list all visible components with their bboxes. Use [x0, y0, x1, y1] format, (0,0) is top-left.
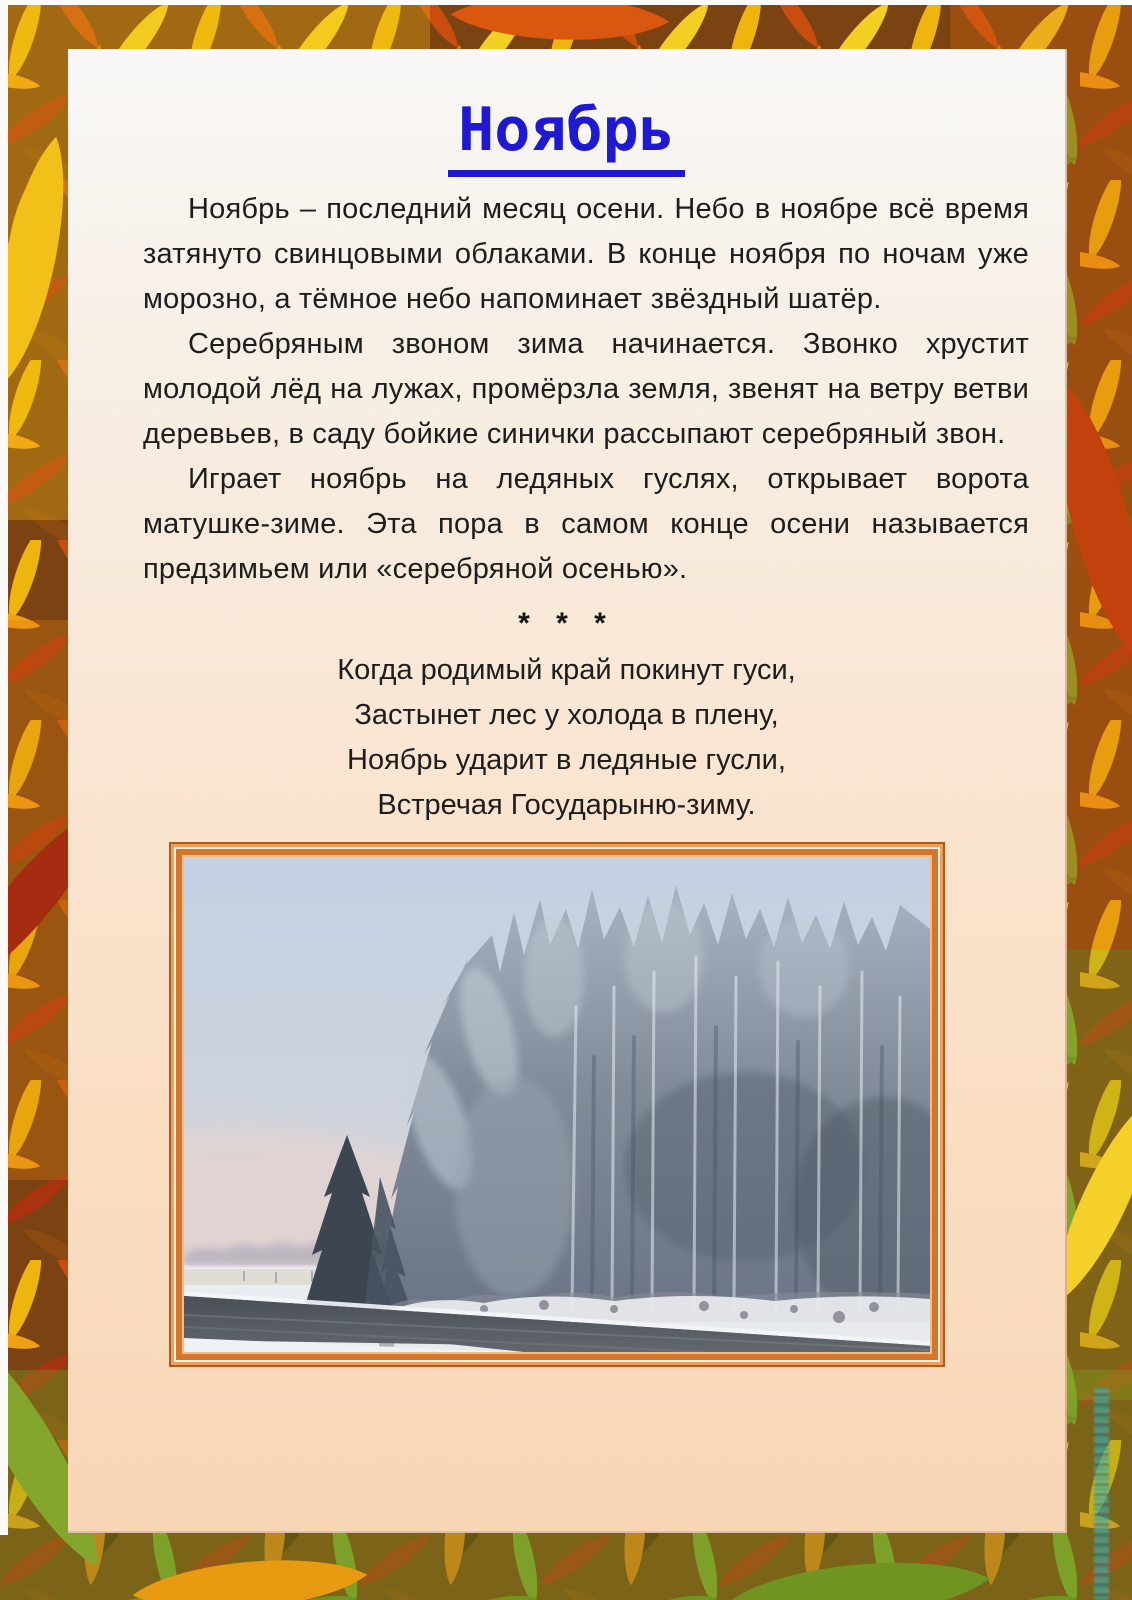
poem-line-2: Застынет лес у холода в плену,	[354, 699, 779, 731]
poem-line-1: Когда родимый край покинут гуси,	[337, 654, 796, 686]
section-separator: * * *	[518, 607, 615, 640]
page-title: Ноябрь	[448, 94, 685, 177]
paragraph-2: Серебряным звоном зима начинается. Звонко хрустит молодой лёд на лужах, промёрзла земля, звенят на ветру ветви деревьев, в саду бойкие синички рассыпают серебряный звон.	[143, 328, 1029, 450]
white-edge-left	[0, 0, 8, 1535]
paragraph-1: Ноябрь – последний месяц осени. Небо в ноябре всё время затянуто свинцовыми облаками. В конце ноября по ночам уже морозно, а тёмное небо напоминает звёздный шатёр.	[143, 193, 1029, 315]
winter-forest-photo	[184, 857, 930, 1352]
paragraph-3: Играет ноябрь на ледяных гуслях, открывает ворота матушке-зиме. Эта пора в самом конце осени называется предзимьем или «серебряной осенью».	[143, 463, 1029, 585]
poem-line-3: Ноябрь ударит в ледяные гусли,	[347, 744, 786, 776]
photo-frame	[169, 842, 945, 1367]
poem-line-4: Встречая Государыню-зиму.	[377, 789, 756, 821]
white-edge-top	[0, 0, 1132, 5]
poem	[104, 648, 1029, 828]
page-panel	[68, 49, 1067, 1533]
photo-block	[169, 842, 945, 1367]
article-body	[143, 187, 1029, 592]
edge-watermark	[1094, 1388, 1109, 1600]
